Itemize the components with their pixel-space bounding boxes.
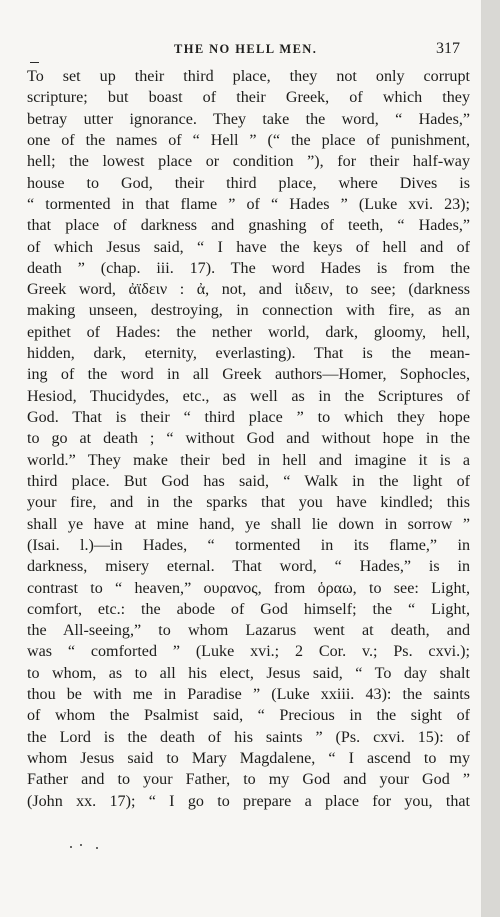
text-line: that place of darkness and gnashing of teeth, “ Hades,” <box>27 217 470 235</box>
text-line: world.” They make their bed in hell and imagine it is a <box>27 451 470 469</box>
text-line: death ” (chap. iii. 17). The word Hades is from the <box>27 259 470 277</box>
text-line: betray utter ignorance. They take the word, “ Hades,” <box>27 110 470 128</box>
page-header <box>0 42 482 62</box>
facing-page-edge <box>482 0 500 917</box>
text-line: of whom the Psalmist said, “ Precious in the sight of <box>27 707 470 725</box>
text-line: house to God, their third place, where Dives is <box>27 174 470 192</box>
text-line: epithet of Hades: the nether world, dark, gloomy, hell, <box>27 323 470 341</box>
text-line: God. That is their “ third place ” to which they hope <box>27 409 470 426</box>
body-text <box>27 66 470 812</box>
text-line: the All-seeing,” to whom Lazarus went at death, and <box>27 622 470 640</box>
printer-mark <box>30 62 39 63</box>
text-line: the Lord is the death of his saints ” (Ps. cxvi. 15): of <box>27 728 470 746</box>
text-line: darkness, misery eternal. That word, “ Hades,” is in <box>27 558 470 576</box>
text-line: one of the names of “ Hell ” (“ the place of punishment, <box>27 131 470 149</box>
stray-ink-marks <box>70 843 110 851</box>
text-line: making unseen, destroying, in connection with fire, as an <box>27 302 470 320</box>
running-title: THE NO HELL MEN. <box>174 42 318 56</box>
text-line: hidden, dark, eternity, everlasting). That is the mean- <box>27 345 470 363</box>
text-line: Father and to your Father, to my God and your God ” <box>27 771 470 789</box>
text-line: (John xx. 17); “ I go to prepare a place for you, that <box>27 792 470 810</box>
text-line: hell; the lowest place or condition ”), for their half-way <box>27 153 470 171</box>
text-line: shall ye have at mine hand, ye shall lie down in sorrow ” <box>27 515 470 533</box>
text-line: was “ comforted ” (Luke xvi.; 2 Cor. v.; Ps. cxvi.); <box>27 643 470 661</box>
text-line: your fire, and in the sparks that you have kindled; this <box>27 494 470 512</box>
text-line: thou be with me in Paradise ” (Luke xxiii. 43): the saints <box>27 686 470 704</box>
text-line: “ tormented in that flame ” of “ Hades ” (Luke xvi. 23); <box>27 195 470 213</box>
text-line: Greek word, ἀϊδειν : ἀ, not, and ἰιδειν, to see; (darkness <box>27 281 470 299</box>
text-line: (Isai. l.)—in Hades, “ tormented in its flame,” in <box>27 536 470 554</box>
text-line: scripture; but boast of their Greek, of which they <box>27 89 470 107</box>
text-line: Hesiod, Thucidydes, etc., as well as in the Scriptures of <box>27 387 470 405</box>
text-line: To set up their third place, they not only corrupt <box>27 68 470 85</box>
text-line: whom Jesus said to Mary Magdalene, “ I ascend to my <box>27 750 470 767</box>
text-line: third place. But God has said, “ Walk in the light of <box>27 472 470 490</box>
text-line: contrast to “ heaven,” ουρανος, from ὁραω, to see: Light, <box>27 579 470 597</box>
text-line: comfort, etc.: the abode of God himself; the “ Light, <box>27 600 470 618</box>
text-line: to go at death ; “ without God and without hope in the <box>27 430 470 448</box>
text-line: ing of the word in all Greek authors—Homer, Sophocles, <box>27 366 470 384</box>
page-number: 317 <box>436 40 460 57</box>
text-line: of which Jesus said, “ I have the keys of hell and of <box>27 238 470 256</box>
text-line: to whom, as to all his elect, Jesus said, “ To day shalt <box>27 664 470 682</box>
